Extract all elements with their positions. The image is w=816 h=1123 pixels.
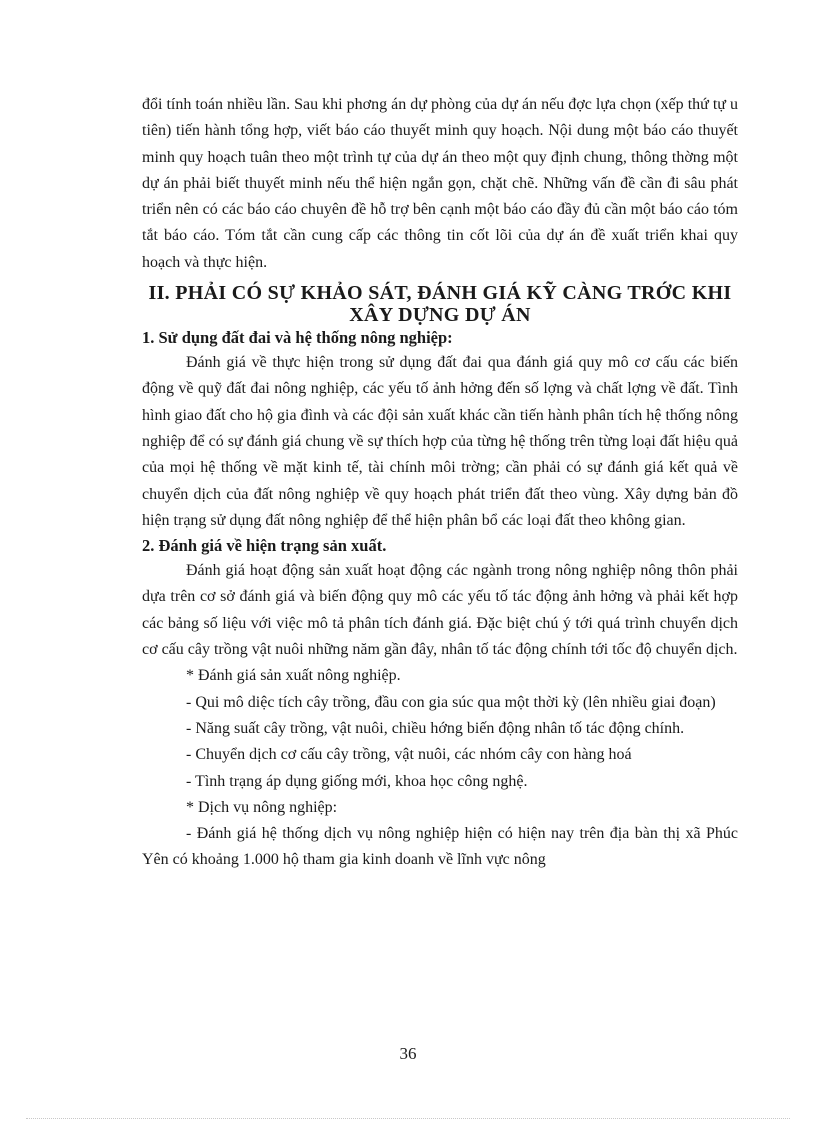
paragraph-intro-continued: đổi tính toán nhiều lần. Sau khi phơng án dự phòng của dự án nếu đợc lựa chọn (xếp thứ tự u tiên) tiến hành tổng hợp, viết báo cáo thuyết minh quy hoạch. Nội dung một báo cáo thuyết minh quy hoạch tuân theo một trình tự của dự án theo một quy định chung, thông thờng một dự án phải biết thuyết minh nếu thể hiện ngắn gọn, chặt chẽ. Những vấn đề cần đi sâu phát triển nên có các báo cáo chuyên đề hỗ trợ bên cạnh một báo cáo đầy đủ cần một báo cáo tóm tắt báo cáo. Tóm tắt cần cung cấp các thông tin cốt lõi của dự án đề xuất triển khai quy hoạch và thực hiện. [142, 96, 738, 271]
list-item: - Năng suất cây trồng, vật nuôi, chiều hớng biến động nhân tố tác động chính. [186, 719, 685, 737]
list-item: - Đánh giá hệ thống dịch vụ nông nghiệp hiện có hiện nay trên địa bàn thị xã Phúc Yên có khoảng 1.000 hộ tham gia kinh doanh về lĩnh vực nông [142, 825, 738, 869]
list-item: * Dịch vụ nông nghiệp: [186, 798, 338, 816]
subsection-title-land-use: 1. Sử dụng đất đai và hệ thống nông nghiệp: [142, 328, 453, 348]
list-item: * Đánh giá sản xuất nông nghiệp. [186, 667, 401, 685]
page-content [142, 92, 738, 874]
list-item: - Tình trạng áp dụng giống mới, khoa học công nghệ. [186, 772, 528, 790]
list-item: - Qui mô diệc tích cây trồng, đầu con gia súc qua một thời kỳ (lên nhiều giai đoạn) [186, 693, 716, 711]
footer-divider [26, 1118, 790, 1119]
subsection-title-production: 2. Đánh giá về hiện trạng sản xuất. [142, 536, 387, 556]
list-item: - Chuyển dịch cơ cấu cây trồng, vật nuôi, các nhóm cây con hàng hoá [186, 746, 632, 764]
paragraph-production: Đánh giá hoạt động sản xuất hoạt động các ngành trong nông nghiệp nông thôn phải dựa trên cơ sở đánh giá và biến động quy mô các yếu tố tác động ảnh hởng và phải kết hợp các bảng số liệu với việc mô tả phân tích đánh giá. Đặc biệt chú ý tới quá trình chuyển dịch cơ cấu cây trồng vật nuôi những năm gần đây, nhân tố tác động chính tới tốc độ chuyển dịch. [142, 562, 738, 659]
section-title: II. PHẢI CÓ SỰ KHẢO SÁT, ĐÁNH GIÁ KỸ CÀNG TRỚC KHI XÂY DỰNG DỰ ÁN [148, 282, 732, 327]
paragraph-land-use: Đánh giá về thực hiện trong sử dụng đất đai qua đánh giá quy mô cơ cấu các biến động về quỹ đất đai nông nghiệp, các yếu tố ảnh hởng đến số lợng và chất lợng về đất. Tình hình giao đất cho hộ gia đình và các đội sản xuất khác cần tiến hành phân tích hệ thống nông nghiệp để có sự đánh giá chung về sự thích hợp của từng hệ thống trên từng loại đất hiệu quả của mọi hệ thống về mặt kinh tế, tài chính môi trờng; cần phải có sự đánh giá kết quả về chuyển dịch của đất nông nghiệp về quy hoạch phát triển đất theo vùng. Xây dựng bản đồ hiện trạng sử dụng đất nông nghiệp để thể hiện phân bổ các loại đất theo không gian. [142, 354, 738, 529]
page-number: 36 [399, 1044, 417, 1063]
